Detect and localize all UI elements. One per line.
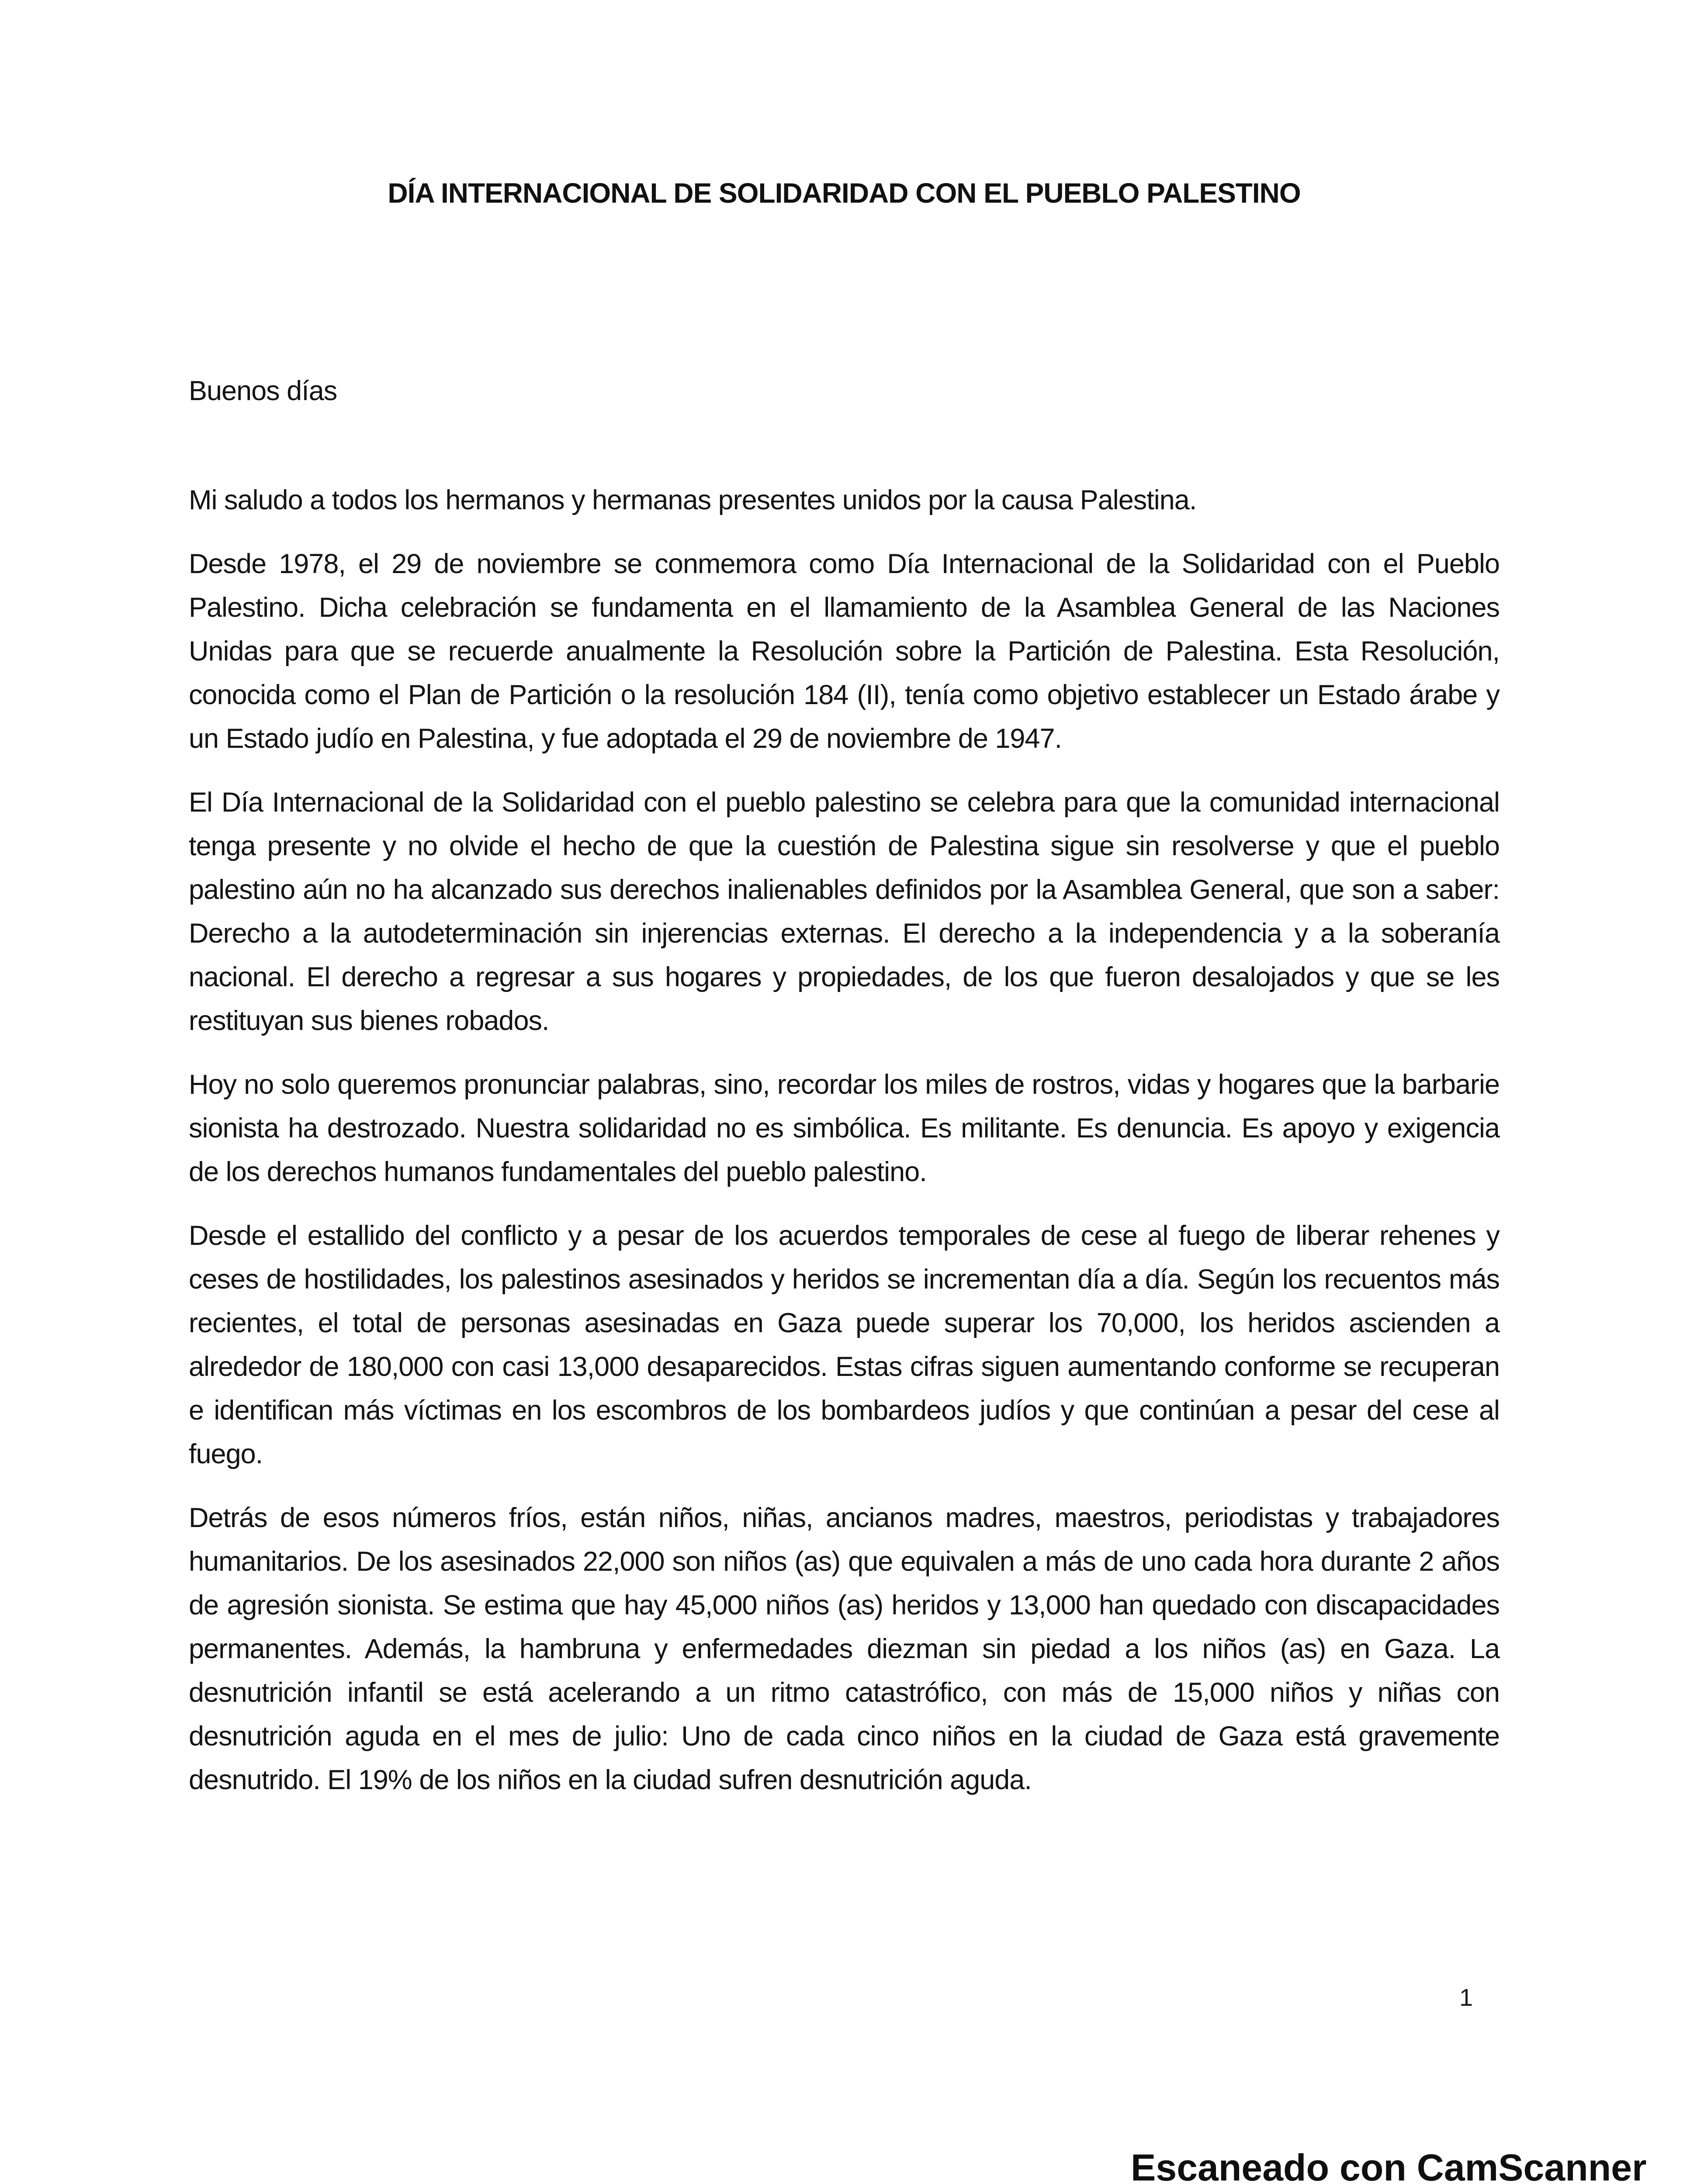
page-number: 1 <box>1459 1984 1473 2011</box>
text-block <box>189 0 1500 1802</box>
camscanner-watermark-text: Escaneado con CamScanner <box>1131 2147 1647 2184</box>
camscanner-watermark <box>1131 2147 1690 2184</box>
paragraph-solidaridad-militante: Hoy no solo queremos pronunciar palabras, sino, recordar los miles de rostros, vidas y hogares que la barbarie sionista ha destrozado. Nuestra solidaridad no es simbólica. Es militante. Es denuncia. Es apoyo y exigencia de los derechos humanos fundamentales del pueblo palestino. <box>189 1069 1500 1187</box>
paragraph-ninos-victimas: Detrás de esos números fríos, están niños, niñas, ancianos madres, maestros, periodistas y trabajadores humanitarios. De los asesinados 22,000 son niños (as) que equivalen a más de uno cada hora durante 2 años de agresión sionista. Se estima que hay 45,000 niños (as) heridos y 13,000 han quedado con discapacidades permanentes. Además, la hambruna y enfermedades diezman sin piedad a los niños (as) en Gaza. La desnutrición infantil se está acelerando a un ritmo catastrófico, con más de 15,000 niños y niñas con desnutrición aguda en el mes de julio: Uno de cada cinco niños en la ciudad de Gaza está gravemente desnutrido. El 19% de los niños en la ciudad sufren desnutrición aguda. <box>189 1503 1500 1795</box>
paragraph-cifras-conflicto: Desde el estallido del conflicto y a pesar de los acuerdos temporales de cese al fuego de liberar rehenes y ceses de hostilidades, los palestinos asesinados y heridos se incrementan día a día. Según los recuentos más recientes, el total de personas asesinadas en Gaza puede superar los 70,000, los heridos ascienden a alrededor de 180,000 con casi 13,000 desaparecidos. Estas cifras siguen aumentando conforme se recuperan e identifican más víctimas en los escombros de los bombardeos judíos y que continúan a pesar del cese al fuego. <box>189 1220 1500 1469</box>
paragraph-conmemoracion-1978: Desde 1978, el 29 de noviembre se conmemora como Día Internacional de la Solidaridad con el Pueblo Palestino. Dicha celebración se fundamenta en el llamamiento de la Asamblea General de las Naciones Unidas para que se recuerde anualmente la Resolución sobre la Partición de Palestina. Esta Resolución, conocida como el Plan de Partición o la resolución 184 (II), tenía como objetivo establecer un Estado árabe y un Estado judío en Palestina, y fue adoptada el 29 de noviembre de 1947. <box>189 549 1500 754</box>
paragraph-dia-internacional: El Día Internacional de la Solidaridad con el pueblo palestino se celebra para que la comunidad internacional tenga presente y no olvide el hecho de que la cuestión de Palestina sigue sin resolverse y que el pueblo palestino aún no ha alcanzado sus derechos inalienables definidos por la Asamblea General, que son a saber: Derecho a la autodeterminación sin injerencias externas. El derecho a la independencia y a la soberanía nacional. El derecho a regresar a sus hogares y propiedades, de los que fueron desalojados y que se les restituyan sus bienes robados. <box>189 787 1500 1036</box>
paragraph-saludo: Mi saludo a todos los hermanos y hermanas presentes unidos por la causa Palestina. <box>189 485 1197 515</box>
greeting-line: Buenos días <box>189 376 337 406</box>
document-title: DÍA INTERNACIONAL DE SOLIDARIDAD CON EL PUEBLO PALESTINO <box>388 177 1301 209</box>
